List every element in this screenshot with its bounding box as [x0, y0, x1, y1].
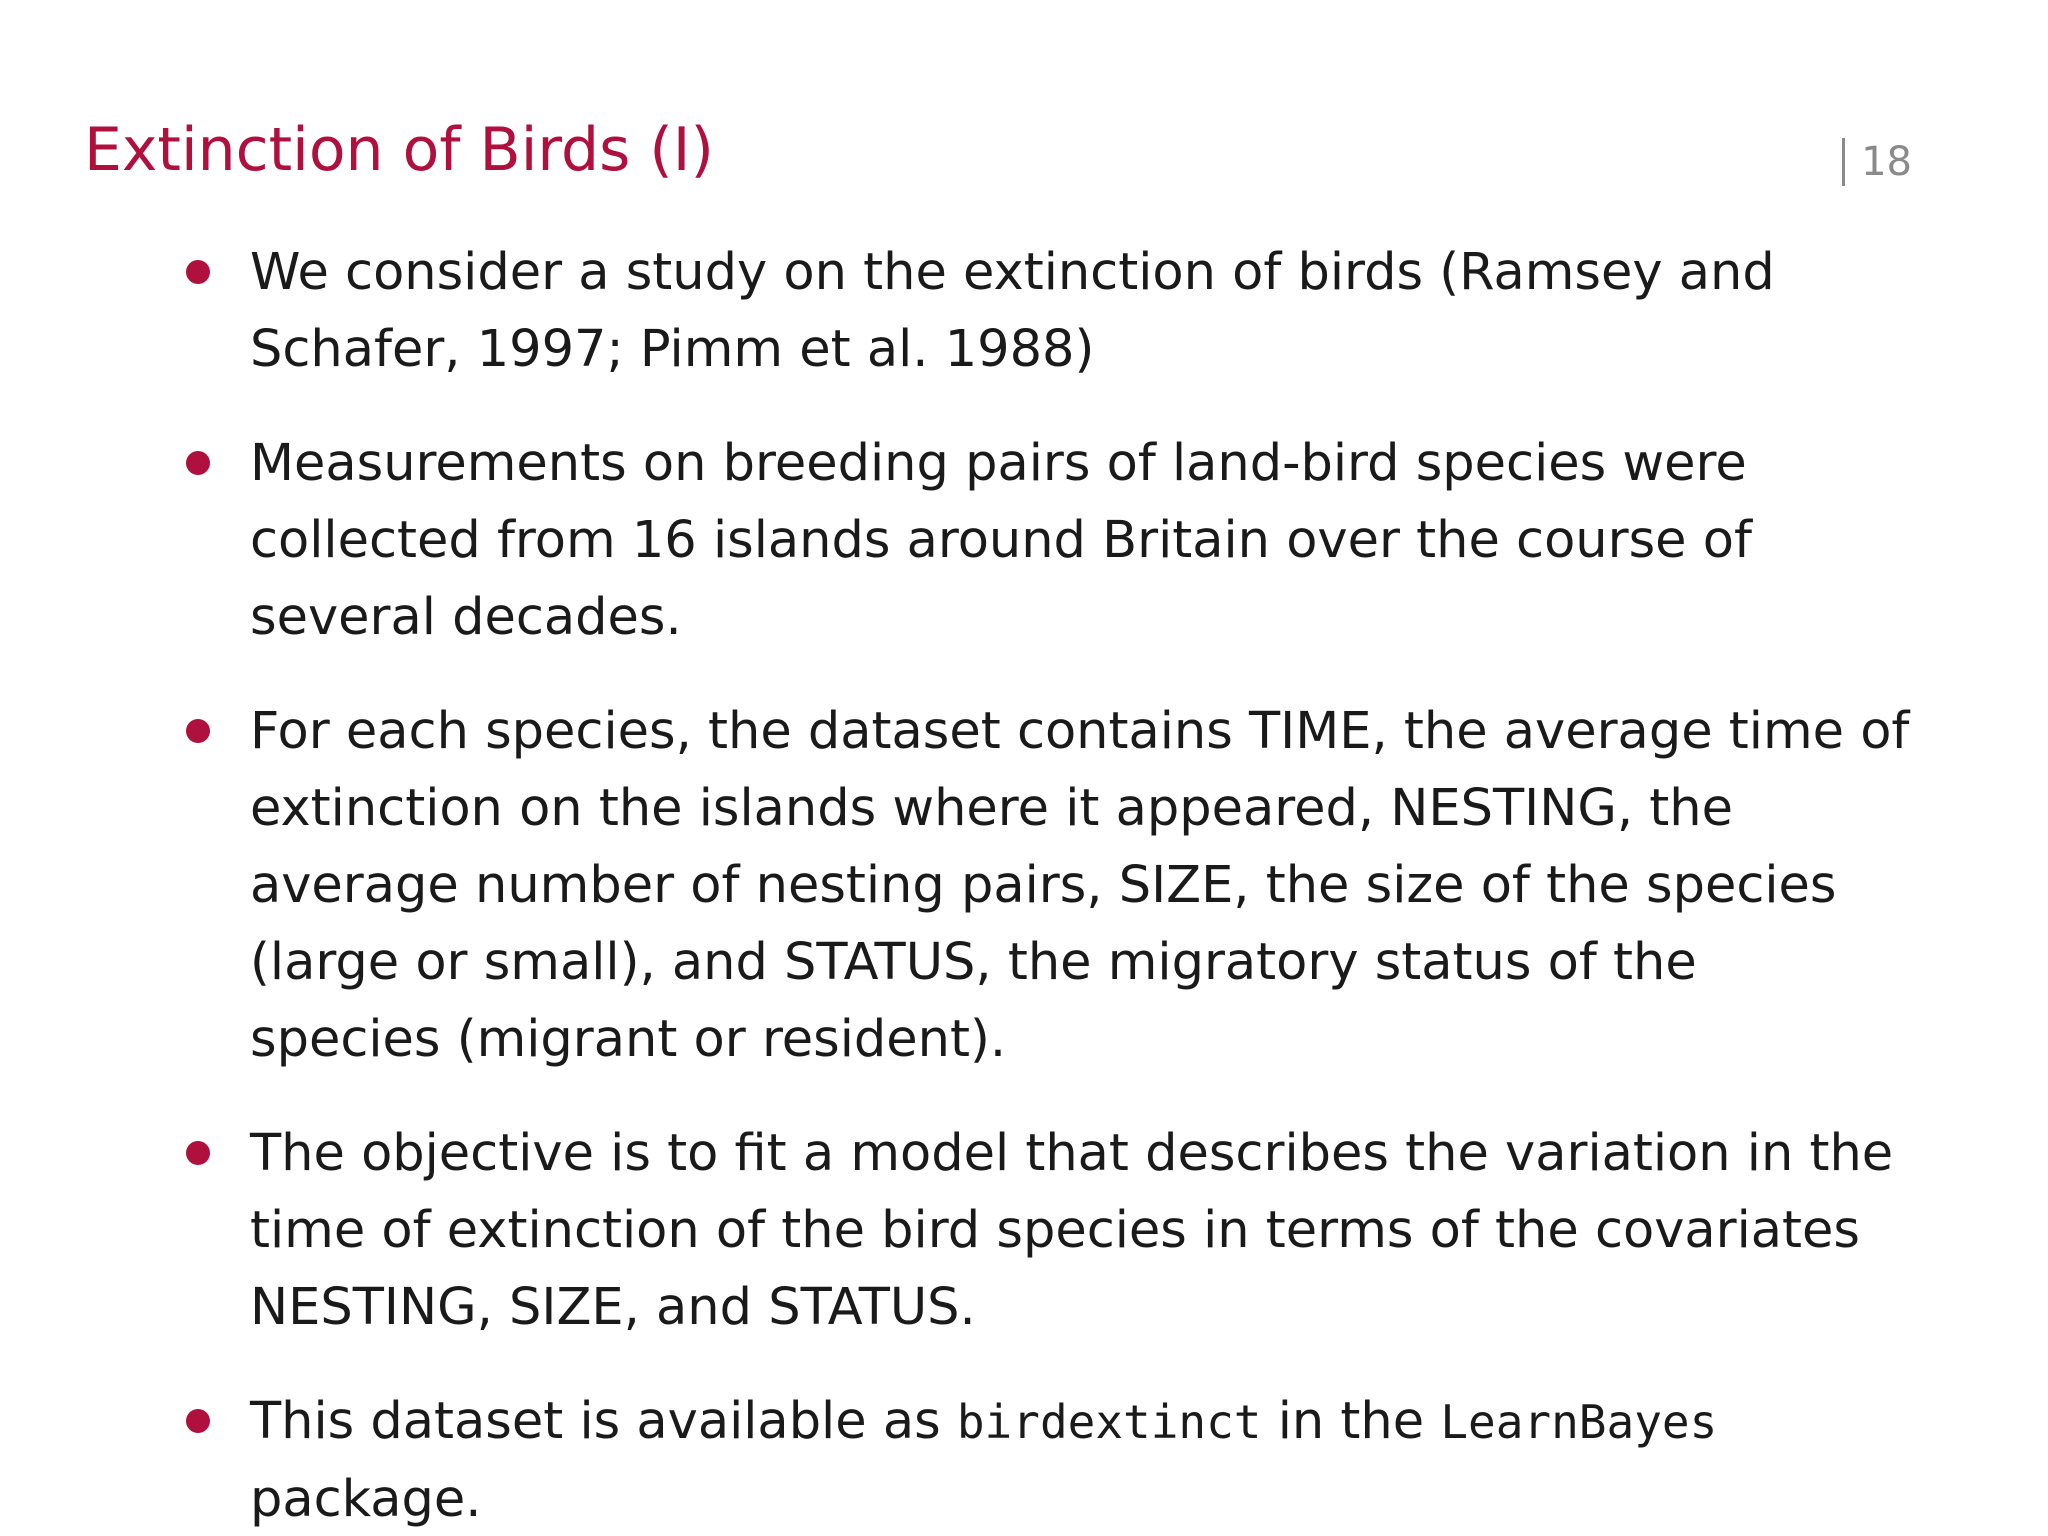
bullet-text: This dataset is available as: [250, 1392, 957, 1451]
slide-title: Extinction of Birds (I): [84, 115, 714, 185]
bullet-list: [186, 234, 1966, 1536]
bullet-text-line: [250, 1383, 1966, 1461]
bullet-text-line: The objective is to fit a model that describes the variation in the: [250, 1124, 1894, 1183]
bullet-item-dataset-variables: [186, 693, 1966, 1078]
bullet-text-line: NESTING, SIZE, and STATUS.: [250, 1278, 976, 1337]
bullet-text-line: extinction on the islands where it appeared, NESTING, the: [250, 779, 1733, 838]
bullet-icon: [186, 260, 210, 284]
bullet-text-line: Schafer, 1997; Pimm et al. 1988): [250, 320, 1095, 379]
bullet-text: in the: [1261, 1392, 1441, 1451]
bullet-item-measurements: [186, 425, 1966, 656]
bullet-icon: [186, 1409, 210, 1433]
page-number: 18: [1842, 138, 1912, 186]
bullet-item-study: [186, 234, 1966, 388]
bullet-text-line: species (migrant or resident).: [250, 1010, 1007, 1069]
code-dataset-name: birdextinct: [956, 1395, 1262, 1449]
bullet-text-line: We consider a study on the extinction of birds (Ramsey and: [250, 243, 1775, 302]
bullet-text-line: time of extinction of the bird species in terms of the covariates: [250, 1201, 1860, 1260]
bullet-item-availability: [186, 1383, 1966, 1536]
bullet-text-line: several decades.: [250, 588, 682, 647]
bullet-text-line: (large or small), and STATUS, the migratory status of the: [250, 933, 1697, 992]
bullet-item-objective: [186, 1115, 1966, 1346]
bullet-text-line: average number of nesting pairs, SIZE, the size of the species: [250, 856, 1837, 915]
bullet-text-line: package.: [250, 1470, 482, 1529]
bullet-icon: [186, 719, 210, 743]
code-package-name: LearnBayes: [1440, 1395, 1718, 1449]
bullet-icon: [186, 451, 210, 475]
bullet-icon: [186, 1141, 210, 1165]
bullet-text-line: Measurements on breeding pairs of land-bird species were: [250, 434, 1747, 493]
bullet-text-line: For each species, the dataset contains TIME, the average time of: [250, 702, 1910, 761]
bullet-text-line: collected from 16 islands around Britain over the course of: [250, 511, 1752, 570]
